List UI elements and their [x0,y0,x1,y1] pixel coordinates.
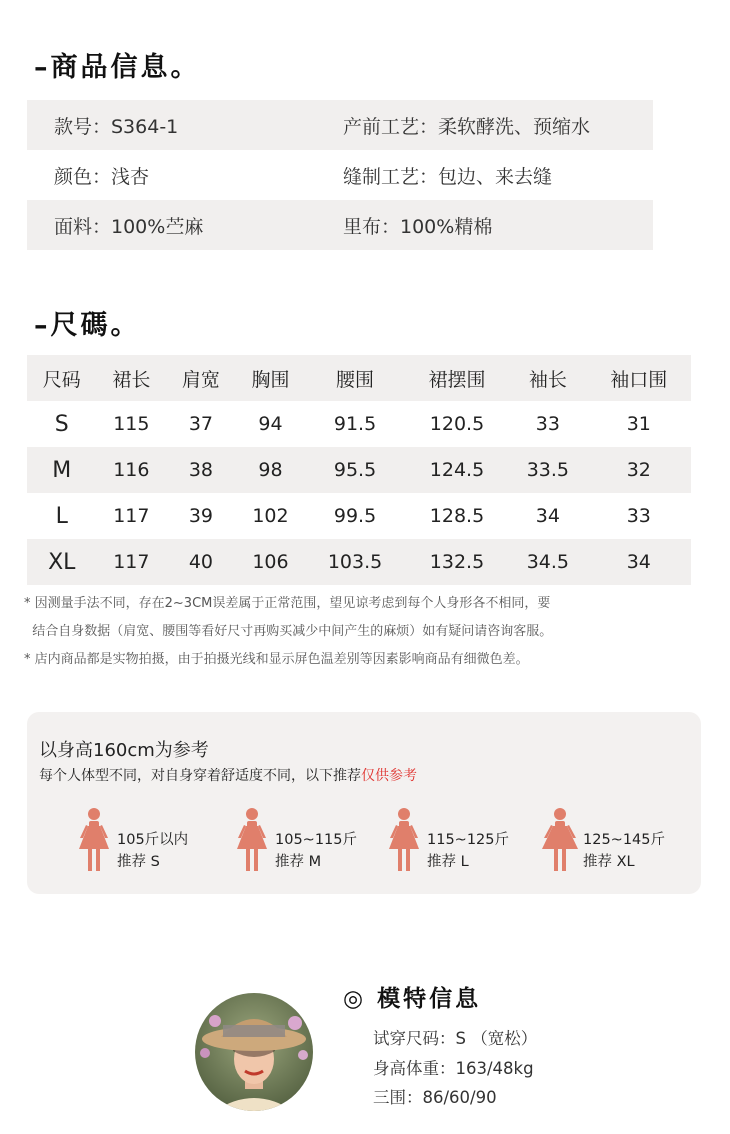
table-cell: 31 [626,413,651,435]
size-label: S [54,411,69,437]
table-cell: 39 [188,505,213,527]
table-cell: 37 [188,413,213,435]
column-header: 裙摆围 [405,355,509,401]
table-cell: 124.5 [405,447,509,493]
note-line: * 因测量手法不同，存在2~3CM误差属于正常范围，望见谅考虑到每个人身形各不相同，要 [24,596,551,611]
info-row [27,100,653,150]
info-cell: 里布：100%精棉 [343,215,493,238]
column-header: 腰围 [305,355,405,401]
table-cell: 115 [113,413,150,435]
size-label: XL [27,539,97,585]
product-info-title: –商品信息。 [34,52,201,83]
info-row [27,150,653,200]
recommended-size: 推荐 S [117,854,160,870]
table-cell: 106 [236,539,306,585]
table-cell: 95.5 [305,447,405,493]
table-cell: 120.5 [429,413,485,435]
table-cell: 33.5 [509,447,586,493]
table-cell: 91.5 [333,413,377,435]
table-cell: 99.5 [333,505,377,527]
info-cell: 产前工艺：柔软酵洗、预缩水 [343,115,591,138]
product-info-table [27,100,653,250]
table-cell: 32 [587,447,691,493]
table-row [27,493,691,539]
column-header: 胸围 [236,355,306,401]
reference-text [583,829,665,873]
table-cell: 102 [252,505,289,527]
reference-item [235,807,385,877]
table-cell: 40 [166,539,236,585]
table-cell: 34 [587,539,691,585]
table-cell: 33 [535,413,560,435]
recommended-size: 推荐 M [275,854,322,870]
measurement-notes [24,590,552,674]
size-reference-card [27,712,701,894]
weight-range: 105斤以内 [117,832,189,848]
table-row [27,401,691,447]
info-row [27,200,653,250]
column-header: 袖长 [509,355,586,401]
table-cell: 34 [535,505,560,527]
size-label: L [55,503,68,529]
model-measurements: 三围：86/60/90 [373,1088,497,1107]
weight-range: 115~125斤 [427,832,510,848]
table-cell: 103.5 [305,539,405,585]
reference-subtitle-text: 每个人体型不同，对自身穿着舒适度不同，以下推荐 [39,768,361,784]
reference-item [539,807,689,877]
recommended-size: 推荐 XL [583,854,635,870]
size-table [27,355,691,585]
female-figure-icon [77,807,111,873]
info-cell: 款号：S364-1 [54,115,179,138]
column-header: 裙长 [97,355,167,401]
info-cell: 面料：100%苎麻 [54,215,204,238]
table-cell: 33 [626,505,651,527]
table-cell: 117 [113,505,150,527]
info-cell: 缝制工艺：包边、来去缝 [343,165,553,188]
recommended-size: 推荐 L [427,854,469,870]
reference-item [77,807,227,877]
table-cell: 98 [236,447,306,493]
reference-item [387,807,537,877]
reference-highlight: 仅供参考 [361,768,417,784]
info-cell: 颜色：浅杏 [54,165,150,188]
note-line: 结合自身数据（肩宽、腰围等看好尺寸再购买减少中间产生的麻烦）如有疑问请咨询客服。 [24,624,553,639]
table-row [27,447,691,493]
female-figure-icon [539,807,581,873]
reference-text [275,829,357,873]
note-line: * 店内商品都是实物拍摄，由于拍摄光线和显示屏色温差别等因素影响商品有细微色差。 [24,652,529,667]
size-table-header-row [27,355,691,401]
table-cell: 117 [97,539,167,585]
column-header: 肩宽 [166,355,236,401]
column-header: 尺码 [27,355,97,401]
table-cell: 128.5 [429,505,485,527]
weight-range: 125~145斤 [583,832,666,848]
model-info-title: ◎ 模特信息 [343,986,482,1012]
reference-text [427,829,509,873]
reference-subtitle [39,765,417,785]
table-cell: 94 [258,413,283,435]
table-cell: 116 [97,447,167,493]
female-figure-icon [235,807,269,873]
table-cell: 38 [166,447,236,493]
model-avatar [195,993,313,1111]
table-row [27,539,691,585]
size-label: M [27,447,97,493]
model-height-weight: 身高体重：163/48kg [373,1059,534,1078]
reference-title: 以身高160cm为参考 [39,740,209,761]
column-header: 袖口围 [587,355,691,401]
female-figure-icon [387,807,421,873]
reference-text [117,829,188,873]
weight-range: 105~115斤 [275,832,358,848]
model-size: 试穿尺码：S （宽松） [373,1029,538,1048]
table-cell: 34.5 [509,539,586,585]
size-chart-title: –尺碼。 [34,310,141,341]
table-cell: 132.5 [405,539,509,585]
